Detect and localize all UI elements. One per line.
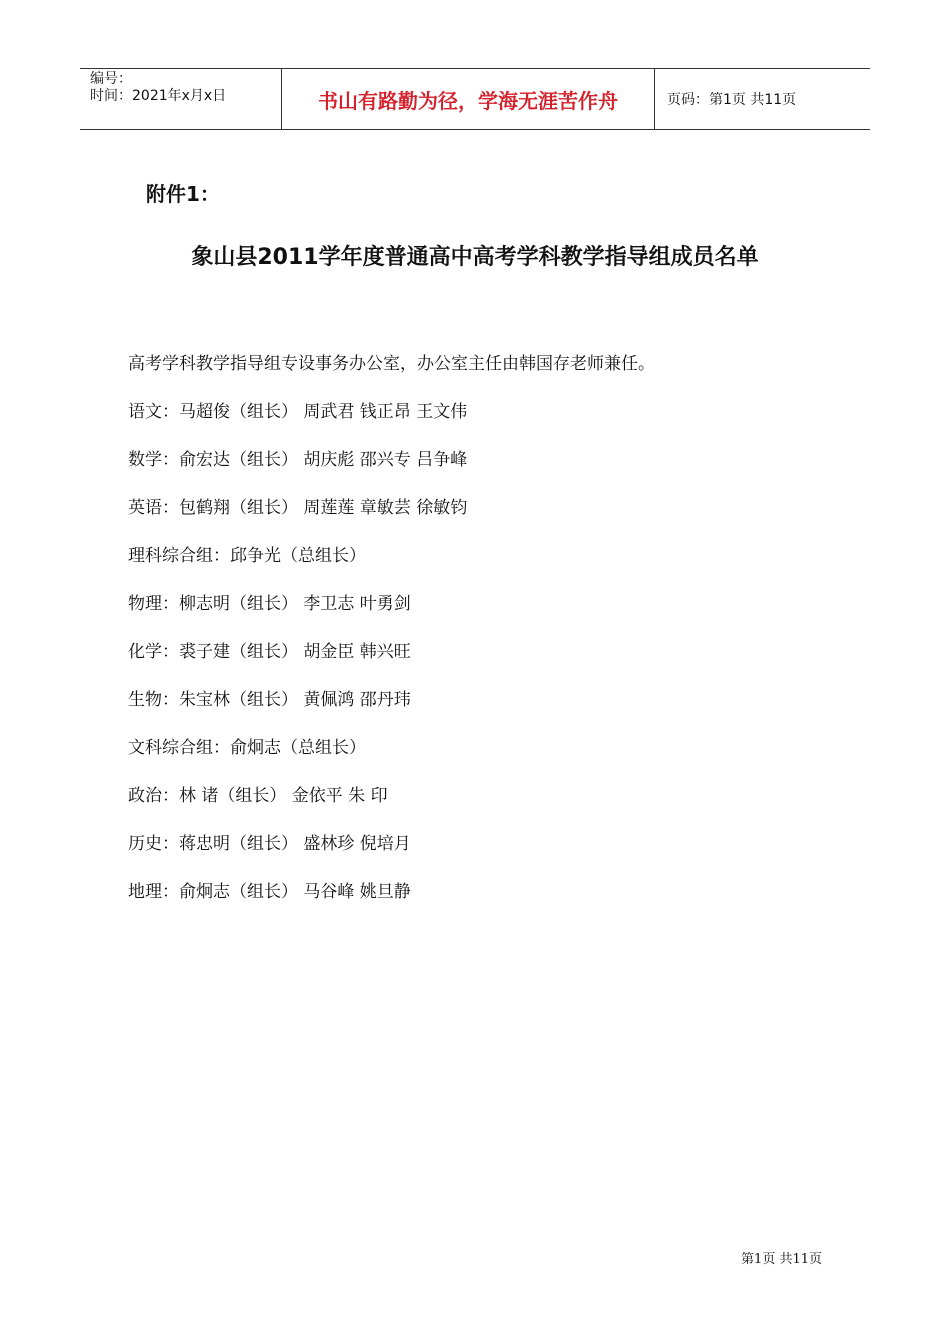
page-footer: 第1页 共11页 [741, 1252, 822, 1267]
header-page-info: 页码：第1页 共11页 [667, 92, 797, 108]
list-item: 英语：包鹤翔（组长） 周莲莲 章敏芸 徐敏钧 [128, 498, 468, 518]
list-item: 理科综合组：邱争光（总组长） [128, 546, 366, 566]
number-label: 编号： [90, 71, 132, 87]
attachment-label: 附件1： [146, 182, 220, 206]
list-item: 生物：朱宝林（组长） 黄佩鸿 邵丹玮 [128, 690, 411, 710]
list-item: 历史：蒋忠明（组长） 盛林珍 倪培月 [128, 834, 411, 854]
list-item: 文科综合组：俞炯志（总组长） [128, 738, 366, 758]
list-item: 数学：俞宏达（组长） 胡庆彪 邵兴专 吕争峰 [128, 450, 468, 470]
list-item: 高考学科教学指导组专设事务办公室，办公室主任由韩国存老师兼任。 [128, 354, 655, 374]
list-item: 政治：林 诸（组长） 金依平 朱 印 [128, 786, 388, 806]
page-header [80, 68, 870, 130]
list-item: 化学：裘子建（组长） 胡金臣 韩兴旺 [128, 642, 411, 662]
document-title: 象山县2011学年度普通高中高考学科教学指导组成员名单 [191, 245, 759, 270]
member-list [128, 352, 848, 928]
list-item: 物理：柳志明（组长） 李卫志 叶勇剑 [128, 594, 411, 614]
time-label: 时间：2021年x月x日 [90, 88, 227, 104]
header-meta [80, 69, 282, 129]
list-item: 地理：俞炯志（组长） 马谷峰 姚旦静 [128, 882, 411, 902]
list-item: 语文：马超俊（组长） 周武君 钱正昂 王文伟 [128, 402, 468, 422]
header-motto: 书山有路勤为径，学海无涯苦作舟 [282, 69, 655, 129]
